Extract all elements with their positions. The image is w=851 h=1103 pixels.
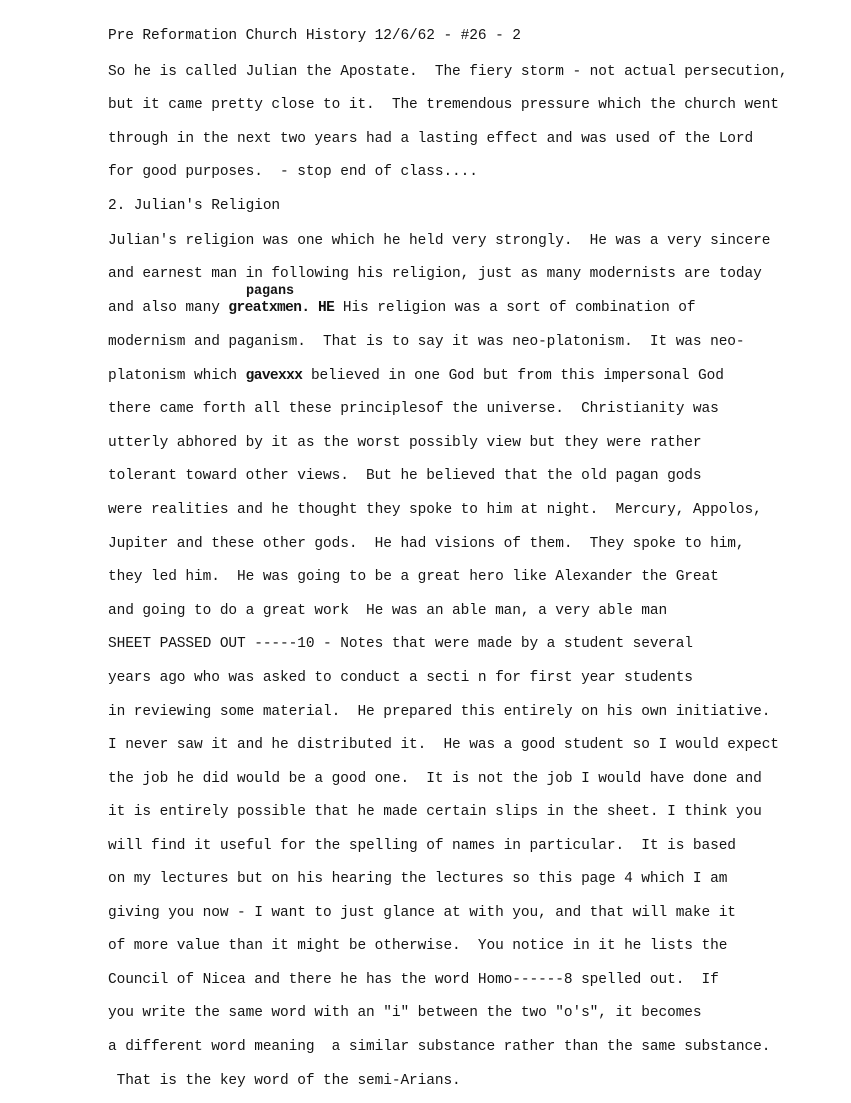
struck-out-text: gavexxx <box>245 368 303 384</box>
text-line: but it came pretty close to it. The tremendous pressure which the church went <box>108 97 779 113</box>
text-line: the job he did would be a good one. It is not the job I would have done and <box>108 771 762 787</box>
text-line: of more value than it might be otherwise. You notice in it he lists the <box>108 938 728 954</box>
text-line: for good purposes. - stop end of class.... <box>108 164 478 180</box>
text-line: SHEET PASSED OUT -----10 - Notes that were made by a student several <box>108 636 693 652</box>
text-line: there came forth all these principlesof the universe. Christianity was <box>108 401 719 417</box>
text-segment: His religion was a sort of combination of <box>334 300 696 316</box>
text-line: were realities and he thought they spoke to him at night. Mercury, Appolos, <box>108 502 762 518</box>
text-line: giving you now - I want to just glance at with you, and that will make it <box>108 905 736 921</box>
text-line: you write the same word with an "i" between the two "o's", it becomes <box>108 1005 702 1021</box>
text-line-with-strikeout <box>108 299 696 317</box>
text-line: modernism and paganism. That is to say it was neo-platonism. It was neo- <box>108 334 745 350</box>
text-line: will find it useful for the spelling of names in particular. It is based <box>108 838 736 854</box>
text-line: Julian's religion was one which he held very strongly. He was a very sincere <box>108 233 771 249</box>
text-line: and going to do a great work He was an able man, a very able man <box>108 603 668 619</box>
text-line: So he is called Julian the Apostate. The fiery storm - not actual persecution, <box>108 64 788 80</box>
interlinear-insertion: pagans <box>246 284 295 299</box>
text-line: tolerant toward other views. But he believed that the old pagan gods <box>108 468 702 484</box>
struck-out-text: greatxmen. <box>228 300 310 316</box>
text-segment: platonism which <box>108 368 246 384</box>
text-line: Jupiter and these other gods. He had visions of them. They spoke to him, <box>108 536 745 552</box>
text-line: Council of Nicea and there he has the word Homo------8 spelled out. If <box>108 972 719 988</box>
page-header: Pre Reformation Church History 12/6/62 - #26 - 2 <box>108 28 521 44</box>
struck-out-mark: HE <box>318 300 335 316</box>
text-line: years ago who was asked to conduct a secti n for first year students <box>108 670 693 686</box>
text-line: That is the key word of the semi-Arians. <box>108 1073 461 1089</box>
text-segment: believed in one God but from this impersonal God <box>302 368 724 384</box>
text-line: I never saw it and he distributed it. He was a good student so I would expect <box>108 737 779 753</box>
text-line: through in the next two years had a lasting effect and was used of the Lord <box>108 131 754 147</box>
text-line-with-strikeout <box>108 367 724 385</box>
text-line: and earnest man in following his religion, just as many modernists are today <box>108 266 762 282</box>
section-heading: 2. Julian's Religion <box>108 198 281 214</box>
text-line: on my lectures but on his hearing the lectures so this page 4 which I am <box>108 871 728 887</box>
text-line: it is entirely possible that he made certain slips in the sheet. I think you <box>108 804 762 820</box>
text-line: they led him. He was going to be a great hero like Alexander the Great <box>108 569 719 585</box>
text-line: utterly abhored by it as the worst possibly view but they were rather <box>108 435 702 451</box>
text-line: in reviewing some material. He prepared this entirely on his own initiative. <box>108 704 771 720</box>
text-line: a different word meaning a similar substance rather than the same substance. <box>108 1039 771 1055</box>
text-segment: and also many <box>108 300 229 316</box>
